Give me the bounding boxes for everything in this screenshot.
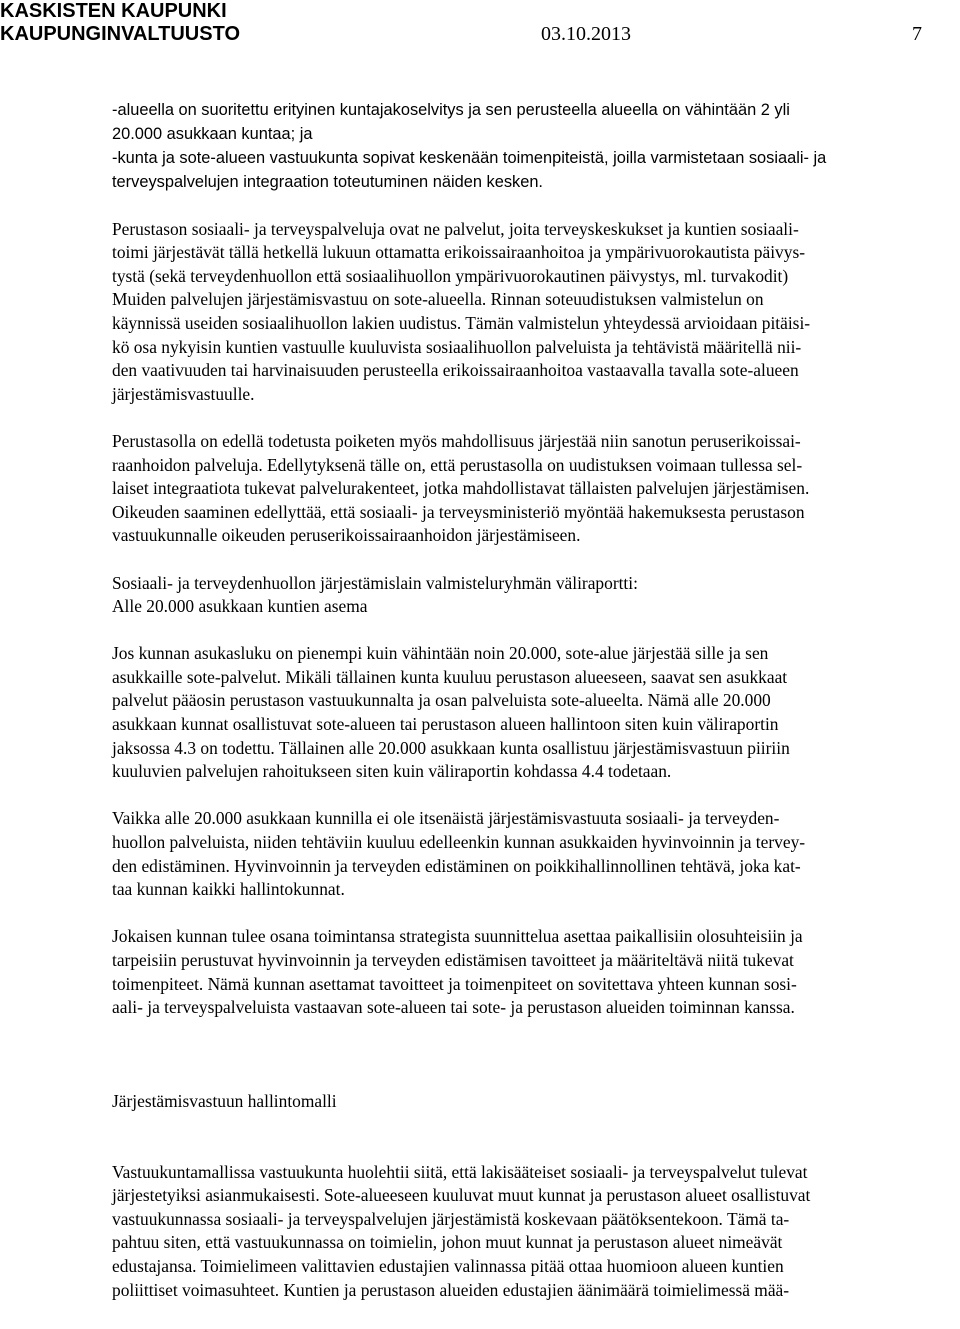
text-line: taa kunnan kaikki hallintokunnat.	[112, 879, 345, 900]
spacer	[112, 1138, 952, 1161]
text-line: toimenpiteet. Nämä kunnan asettamat tavoitteet ja toimenpiteet on sovitettava yhteen kunnan sosi-	[112, 973, 797, 994]
text-line: Sosiaali- ja terveydenhuollon järjestämislain valmisteluryhmän väliraportti:	[112, 572, 638, 593]
text-line: -kunta ja sote-alueen vastuukunta sopivat keskenään toimenpiteistä, joilla varmistetaan sosiaali- ja	[112, 149, 827, 167]
section-heading	[112, 1090, 952, 1114]
text-line: Jokaisen kunnan tulee osana toimintansa strategista suunnittelua asettaa paikallisiin olosuhteisiin ja	[112, 926, 803, 947]
text-line: palvelut pääosin perustason vastuukunnalta ja osan palveluista sote-alueelta. Nämä alle 20.000	[112, 690, 771, 711]
paragraph-specialist-care	[112, 430, 952, 548]
header-row	[0, 23, 960, 47]
text-line: Alle 20.000 asukkaan kuntien asema	[112, 596, 368, 617]
text-line: Perustasolla on edellä todetusta poiketen myös mahdollisuus järjestää niin sanotun peruserikoissai-	[112, 430, 801, 451]
council-name: KAUPUNGINVALTUUSTO	[0, 23, 240, 45]
text-line: laiset integraatiota tukevat palvelurakenteet, jotka mahdollistavat tällaisten palvelujen järjestämisen.	[112, 478, 810, 499]
text-line: toimi järjestävät tällä hetkellä lukuun ottamatta erikoissairaanhoitoa ja ympärivuorokautista päivys-	[112, 242, 806, 263]
meeting-date: 03.10.2013	[541, 23, 631, 45]
paragraph-small-municipalities	[112, 642, 952, 784]
text-line: 20.000 asukkaan kuntaa; ja	[112, 125, 313, 143]
spacer	[112, 1043, 952, 1090]
text-line: kö osa nykyisin kuntien vastuulle kuuluvista sosiaalihuollon palveluista ja tehtävistä määritellä nii-	[112, 336, 802, 357]
paragraph-strategy	[112, 925, 952, 1019]
text-line: raanhoidon palveluja. Edellytyksenä tälle on, että perustasolla on uudistuksen voimaan tullessa sel-	[112, 454, 803, 475]
text-line: -alueella on suoritettu erityinen kuntajakoselvitys ja sen perusteella alueella on vähintään 2 yli	[112, 101, 790, 119]
text-line: asukkaille sote-palvelut. Mikäli tällainen kunta kuuluu perustason alueeseen, saavat sen asukkaat	[112, 666, 788, 687]
intro-paragraph	[112, 98, 952, 194]
text-line: edustajansa. Toimielimeen valittavien edustajien valinnassa pitää ottaa huomioon alueen kuntien	[112, 1255, 784, 1276]
text-line: järjestämisvastuulle.	[112, 383, 255, 404]
paragraph-governance-model	[112, 1161, 952, 1303]
text-line: Perustason sosiaali- ja terveyspalveluja ovat ne palvelut, joita terveyskeskukset ja kuntien sosiaali-	[112, 218, 799, 239]
heading-text: Järjestämisvastuun hallintomalli	[112, 1091, 337, 1112]
paragraph-wellbeing	[112, 807, 952, 901]
page-number: 7	[912, 23, 922, 45]
text-line: järjestetyiksi asianmukaisesti. Sote-alueeseen kuuluvat muut kunnat ja perustason alueet osallistuvat	[112, 1185, 811, 1206]
text-line: poliittiset voimasuhteet. Kuntien ja perustason alueiden edustajien äänimäärä toimielimessä mää-	[112, 1279, 790, 1300]
text-line: tarpeisiin perustuvat hyvinvoinnin ja terveyden edistämisen tavoitteet ja määriteltävä niitä tukevat	[112, 950, 794, 970]
organization-name: KASKISTEN KAUPUNKI	[0, 0, 227, 22]
text-line: Muiden palvelujen järjestämisvastuu on sote-alueella. Rinnan soteuudistuksen valmistelun on	[112, 289, 764, 310]
text-line: vastuukunnassa sosiaali- ja terveyspalvelujen järjestämistä koskevaan päätöksentekoon. Tämä ta-	[112, 1208, 790, 1229]
text-line: Vaikka alle 20.000 asukkaan kunnilla ei ole itsenäistä järjestämisvastuuta sosiaali- ja terveyden-	[112, 808, 780, 829]
text-line: den edistäminen. Hyvinvoinnin ja terveyden edistäminen on poikkihallinnollinen tehtävä, joka kat-	[112, 855, 801, 876]
text-line: vastuukunnalle oikeuden peruserikoissairaanhoidon järjestämiseen.	[112, 525, 581, 546]
text-line: asukkaan kunnat osallistuvat sote-alueen tai perustason alueen hallintoon siten kuin väliraportin	[112, 714, 779, 735]
text-line: kuuluvien palvelujen rahoitukseen siten kuin väliraportin kohdassa 4.4 todetaan.	[112, 761, 672, 782]
paragraph-interim-report	[112, 572, 952, 619]
paragraph-basic-services	[112, 218, 952, 407]
text-line: den vaativuuden tai harvinaisuuden perusteella erikoissairaanhoitoa vastaavalla tavalla sote-alueen	[112, 360, 799, 381]
text-line: käynnissä useiden sosiaalihuollon lakien uudistus. Tämän valmistelun yhteydessä arvioidaan pitäisi-	[112, 312, 811, 333]
text-line: aali- ja terveyspalveluista vastaavan sote-alueen tai sote- ja perustason alueiden toiminnan kanssa.	[112, 997, 795, 1018]
text-line: Oikeuden saaminen edellyttää, että sosiaali- ja terveysministeriö myöntää hakemuksesta perustason	[112, 501, 805, 522]
text-line: Jos kunnan asukasluku on pienempi kuin vähintään noin 20.000, sote-alue järjestää sille ja sen	[112, 643, 769, 664]
text-line: jaksossa 4.3 on todettu. Tällainen alle 20.000 asukkaan kunta osallistuu järjestämisvastuun piiriin	[112, 737, 790, 758]
text-line: huollon palveluista, niiden tehtäviin kuuluu edelleenkin kunnan asukkaiden hyvinvoinnin ja tervey-	[112, 832, 806, 853]
text-line: terveyspalvelujen integraation toteutuminen näiden kesken.	[112, 173, 543, 191]
document-body	[112, 98, 952, 1326]
text-line: pahtuu siten, että vastuukunnassa on toimielin, johon muut kunnat ja perustason alueet nimeävät	[112, 1232, 783, 1253]
text-line: tystä (sekä terveydenhuollon että sosiaalihuollon ympärivuorokautinen päivystys, ml. turvakodit)	[112, 265, 789, 286]
text-line: Vastuukuntamallissa vastuukunta huolehtii siitä, että lakisääteiset sosiaali- ja terveyspalvelut tulevat	[112, 1161, 808, 1182]
